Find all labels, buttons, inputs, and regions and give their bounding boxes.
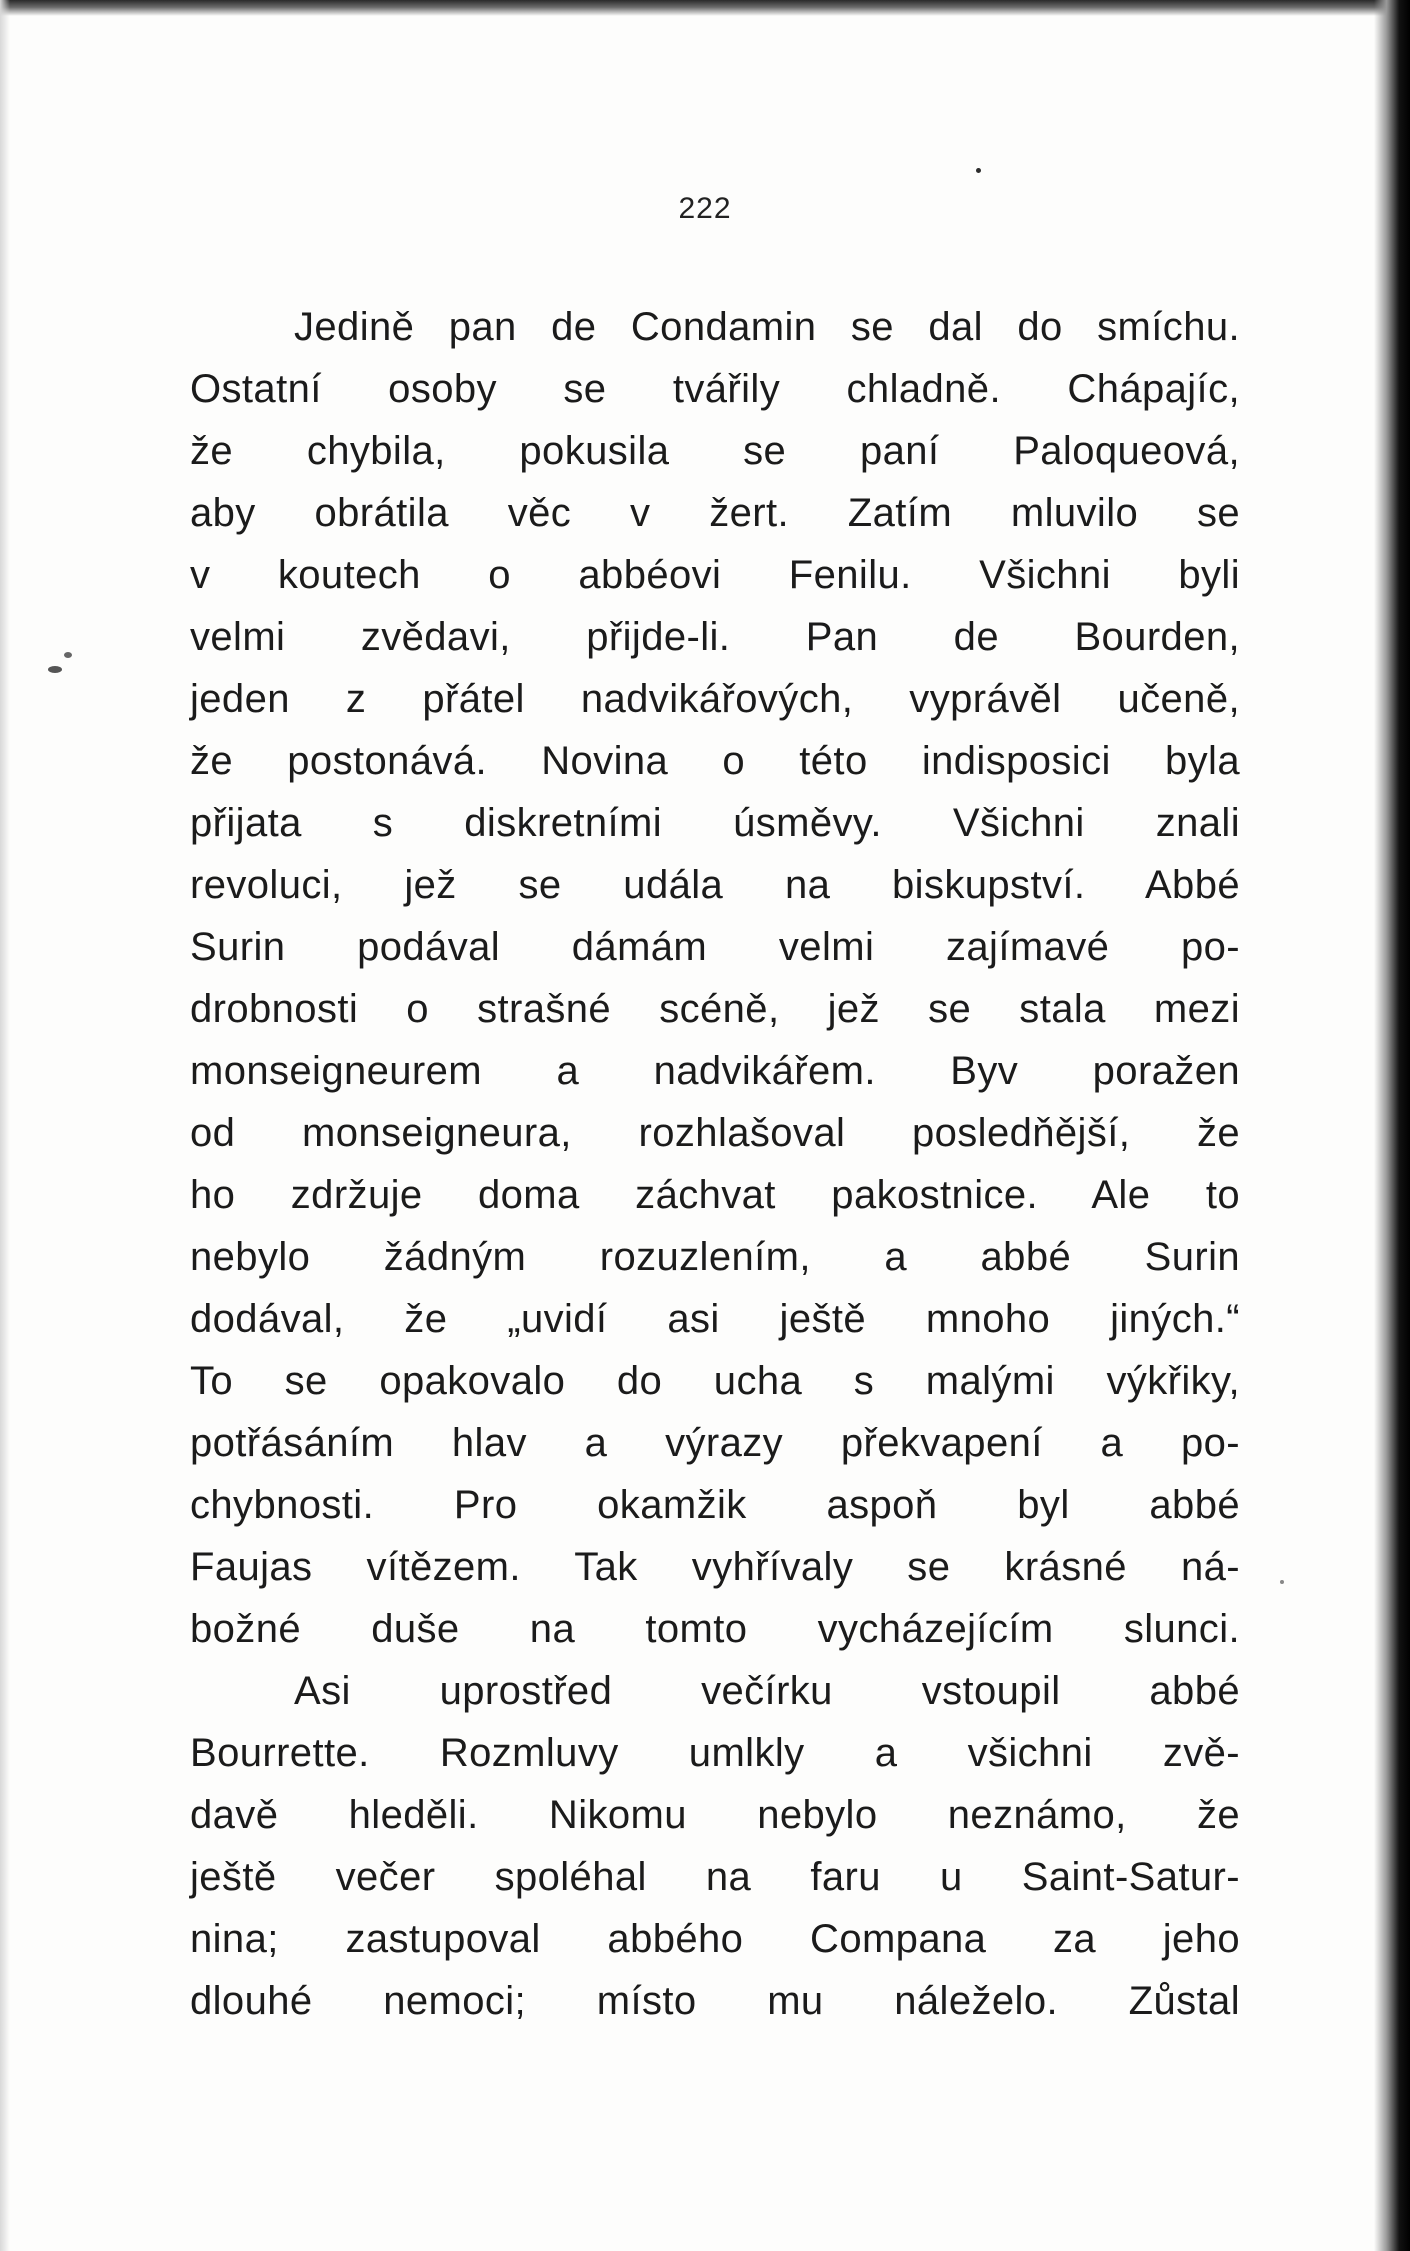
text-line: nina; zastupoval abbého Compana za jeho [190, 1917, 1240, 1961]
scan-top-edge [0, 0, 1410, 16]
text-line: Jedině pan de Condamin se dal do smíchu. [294, 305, 1240, 349]
text-line: že postonává. Novina o této indisposici byla [190, 739, 1240, 783]
text-line: Asi uprostřed večírku vstoupil abbé [294, 1669, 1240, 1713]
scan-left-edge [0, 0, 10, 2251]
text-line: davě hleděli. Nikomu nebylo neznámo, že [190, 1793, 1240, 1837]
scan-right-edge [1374, 0, 1410, 2251]
text-line: potřásáním hlav a výrazy překvapení a po- [190, 1421, 1240, 1465]
text-line: dodával, že „uvidí asi ještě mnoho jiných.“ [190, 1297, 1240, 1341]
scan-speck [48, 666, 62, 673]
text-line: drobnosti o strašné scéně, jež se stala mezi [190, 987, 1240, 1031]
text-line: nebylo žádným rozuzlením, a abbé Surin [190, 1235, 1240, 1279]
text-line: dlouhé nemoci; místo mu náleželo. Zůstal [190, 1979, 1240, 2023]
text-line: přijata s diskretními úsměvy. Všichni znali [190, 801, 1240, 845]
text-line: od monseigneura, rozhlašoval posledňější, že [190, 1111, 1240, 1155]
text-line: To se opakovalo do ucha s malými výkřiky, [190, 1359, 1240, 1403]
text-line: Ostatní osoby se tvářily chladně. Chápajíc, [190, 367, 1240, 411]
text-line: Bourrette. Rozmluvy umlkly a všichni zvě- [190, 1731, 1240, 1775]
body-text [190, 296, 1240, 2032]
text-line: revoluci, jež se udála na biskupství. Abbé [190, 863, 1240, 907]
text-line: velmi zvědavi, přijde-li. Pan de Bourden, [190, 615, 1240, 659]
text-line: jeden z přátel nadvikářových, vyprávěl učeně, [190, 677, 1240, 721]
text-line: že chybila, pokusila se paní Paloqueová, [190, 429, 1240, 473]
text-line: božné duše na tomto vycházejícím slunci. [190, 1607, 1240, 1651]
scan-speck [976, 168, 981, 173]
scan-speck [64, 652, 72, 658]
page-number: 222 [678, 192, 732, 225]
text-line: monseigneurem a nadvikářem. Byv poražen [190, 1049, 1240, 1093]
scan-speck [1280, 1580, 1284, 1584]
text-line: v koutech o abbéovi Fenilu. Všichni byli [190, 553, 1240, 597]
text-line: ho zdržuje doma záchvat pakostnice. Ale to [190, 1173, 1240, 1217]
text-line: Surin podával dámám velmi zajímavé po- [190, 925, 1240, 969]
text-line: aby obrátila věc v žert. Zatím mluvilo se [190, 491, 1240, 535]
text-line: chybnosti. Pro okamžik aspoň byl abbé [190, 1483, 1240, 1527]
text-line: ještě večer spoléhal na faru u Saint-Satur- [190, 1855, 1240, 1899]
text-line: Faujas vítězem. Tak vyhřívaly se krásné ná- [190, 1545, 1240, 1589]
